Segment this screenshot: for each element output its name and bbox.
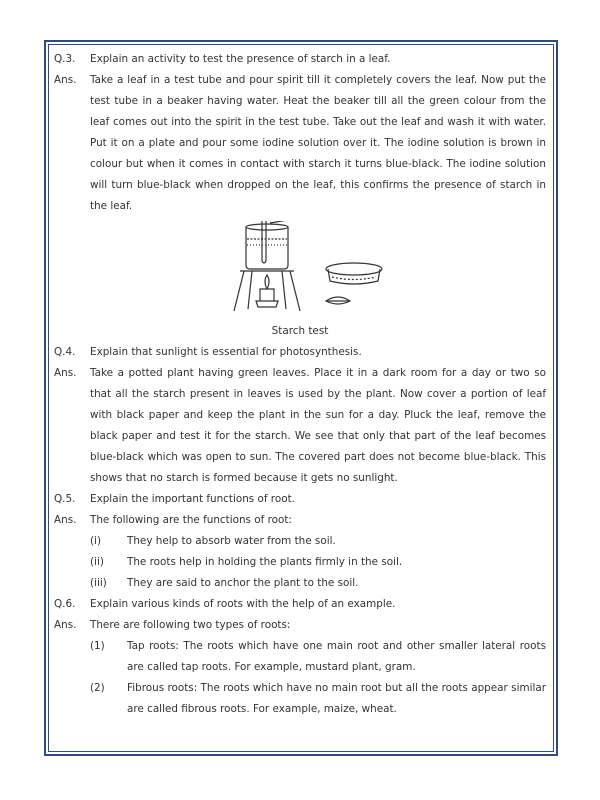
list-item-text: They help to absorb water from the soil.: [127, 535, 336, 547]
list-item-number: (2): [90, 682, 105, 694]
answer-label: Ans.: [54, 619, 77, 631]
list-item-text: They are said to anchor the plant to the soil.: [127, 577, 359, 589]
answer-text: Take a potted plant having green leaves. Place it in a dark room for a day or two so that all the starch present in leaves is used by the plant. Now cover a portion of leaf with black paper and keep the plant in the sun for a day. Pluck the leaf, remove the black paper and test it for the starch. We see that only that part of the leaf becomes blue-black which was open to sun. The covered part does not become blue-black. This shows that no starch is formed because it gets no sunlight.: [90, 367, 546, 484]
list-item: [90, 552, 546, 573]
list-item: [90, 573, 546, 594]
list-item: [90, 678, 546, 720]
answer-label: Ans.: [54, 514, 77, 526]
question-number: Q.5.: [54, 493, 76, 505]
figure-caption: Starch test: [271, 325, 329, 337]
question-6: [54, 594, 546, 615]
list-item: [90, 636, 546, 678]
list-item-number: (1): [90, 640, 105, 652]
list-item-text: Fibrous roots: The roots which have no main root but all the roots appear similar are called fibrous roots. For example, maize, wheat.: [127, 682, 546, 715]
starch-test-illustration: [232, 221, 392, 317]
list-item: [90, 531, 546, 552]
answer-label: Ans.: [54, 74, 77, 86]
page-content: [54, 49, 546, 720]
question-3: [54, 49, 546, 70]
question-4: [54, 342, 546, 363]
list-item-text: The roots help in holding the plants firmly in the soil.: [127, 556, 403, 568]
question-text: Explain that sunlight is essential for photosynthesis.: [90, 346, 362, 358]
answer-3: [54, 70, 546, 217]
question-5: [54, 489, 546, 510]
question-text: Explain various kinds of roots with the help of an example.: [90, 598, 396, 610]
question-number: Q.4.: [54, 346, 76, 358]
question-number: Q.6.: [54, 598, 76, 610]
answer-5: [54, 510, 546, 531]
starch-test-figure: [54, 217, 546, 321]
question-text: Explain an activity to test the presence of starch in a leaf.: [90, 53, 391, 65]
answer-text: There are following two types of roots:: [90, 619, 291, 631]
list-item-number: (ii): [90, 556, 104, 568]
list-item-text: Tap roots: The roots which have one main root and other smaller lateral roots are called tap roots. For example, mustard plant, gram.: [127, 640, 546, 673]
list-item-number: (i): [90, 535, 101, 547]
question-number: Q.3.: [54, 53, 76, 65]
answer-4: [54, 363, 546, 489]
answer-text: Take a leaf in a test tube and pour spirit till it completely covers the leaf. Now put the test tube in a beaker having water. Heat the beaker till all the green colour from the leaf comes out into the spirit in the test tube. Take out the leaf and wash it with water. Put it on a plate and pour some iodine solution over it. The iodine solution is brown in colour but when it comes in contact with starch it turns blue-black. The iodine solution will turn blue-black when dropped on the leaf, this confirms the presence of starch in the leaf.: [90, 74, 546, 212]
answer-6: [54, 615, 546, 636]
answer-text: The following are the functions of root:: [90, 514, 292, 526]
list-item-number: (iii): [90, 577, 107, 589]
answer-label: Ans.: [54, 367, 77, 379]
question-text: Explain the important functions of root.: [90, 493, 295, 505]
